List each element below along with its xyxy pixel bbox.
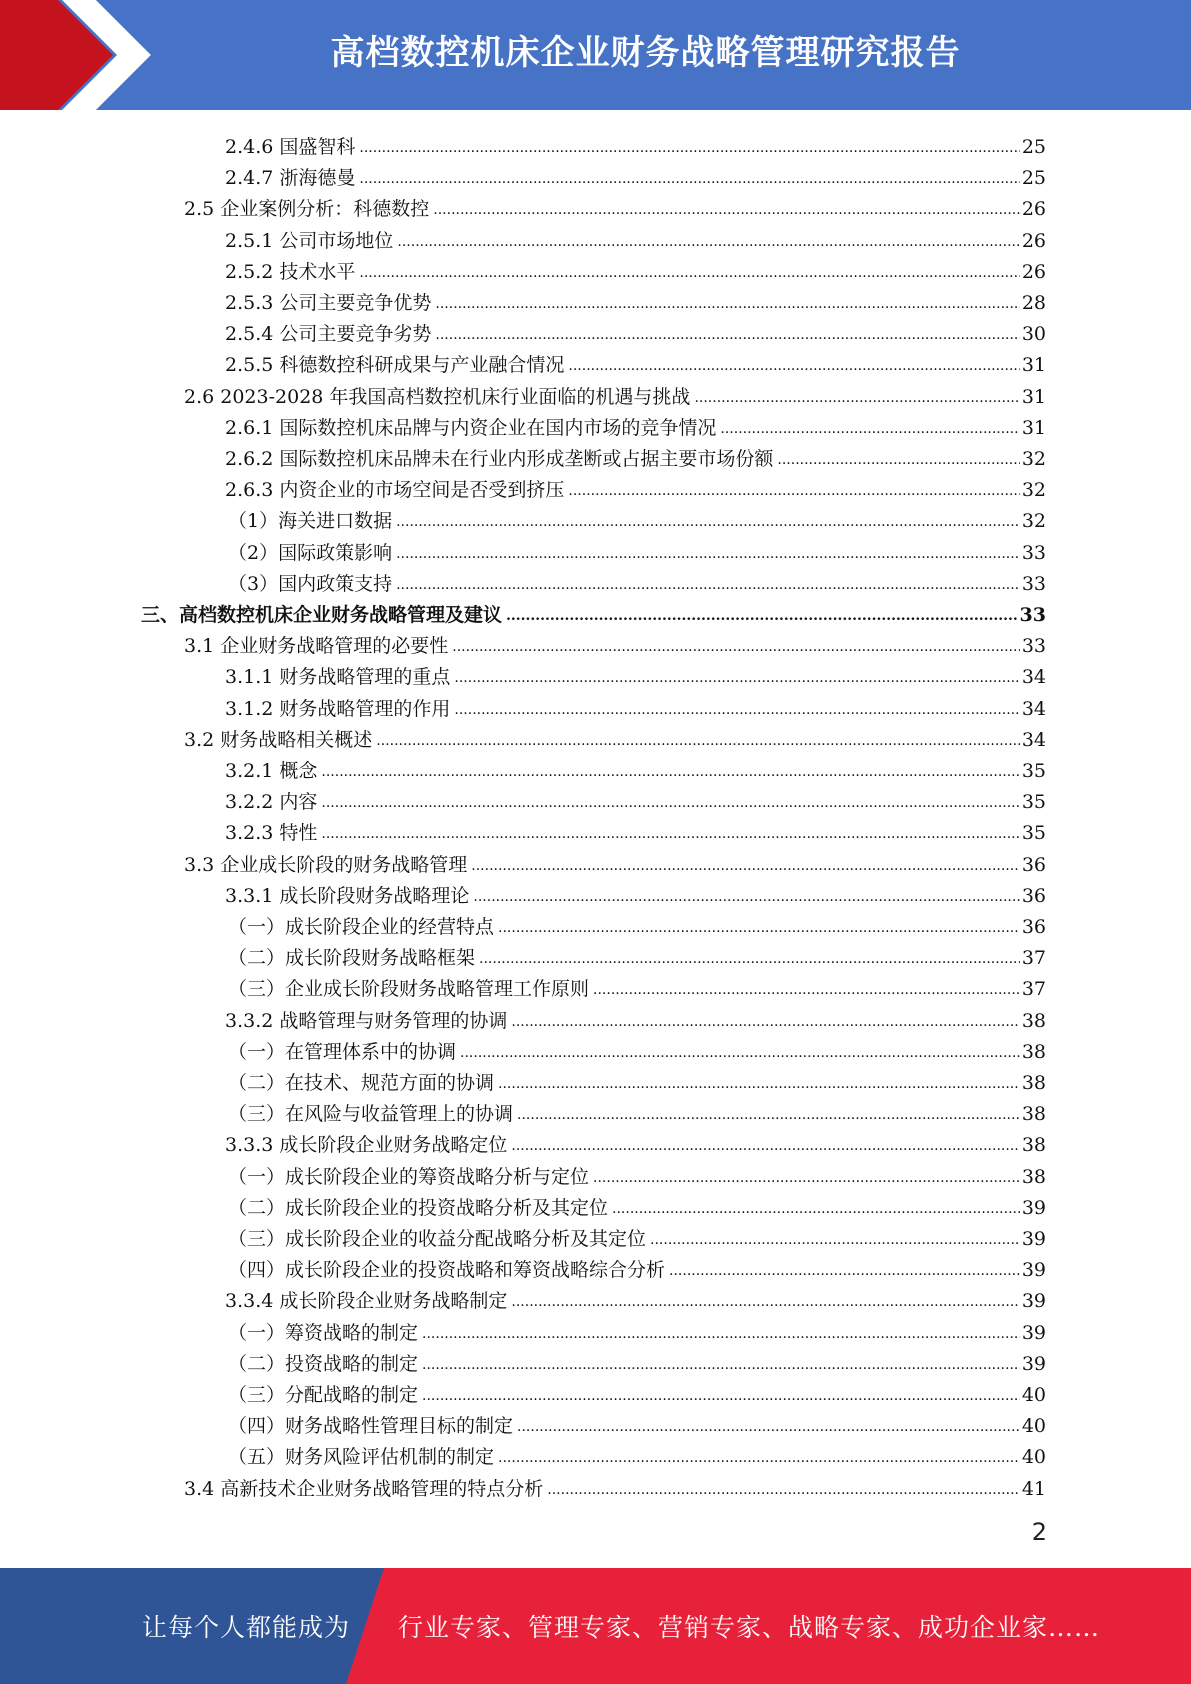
toc-dot-leader	[694, 389, 1019, 409]
toc-entry-title: （三）在风险与收益管理上的协调	[228, 1103, 514, 1126]
toc-entry-title: 3.1 企业财务战略管理的必要性	[184, 635, 449, 658]
toc-entry-title: （2）国际政策影响	[228, 541, 393, 564]
toc-entry-title: （四）财务战略性管理目标的制定	[228, 1415, 514, 1438]
toc-entry-title: （一）在管理体系中的协调	[228, 1040, 457, 1063]
toc-dot-leader	[511, 1137, 1019, 1157]
toc-entry-title: （四）成长阶段企业的投资战略和筹资战略综合分析	[228, 1259, 666, 1282]
toc-entry[interactable]	[225, 159, 1046, 190]
toc-entry[interactable]	[228, 970, 1046, 1001]
toc-entry[interactable]	[228, 1438, 1046, 1469]
toc-entry-page: 35	[1021, 791, 1046, 814]
toc-entry[interactable]	[225, 222, 1046, 253]
toc-entry-title: 2.5.4 公司主要竞争劣势	[225, 323, 432, 346]
toc-entry-title: 3.2 财务战略相关概述	[184, 728, 373, 751]
toc-entry[interactable]	[184, 190, 1046, 221]
toc-entry[interactable]	[225, 284, 1046, 315]
red-arrow-shape	[0, 0, 160, 110]
footer-slogan-right: 行业专家、管理专家、营销专家、战略专家、成功企业家……	[398, 1613, 1101, 1642]
toc-dot-leader	[321, 794, 1019, 814]
toc-entry-page: 36	[1021, 853, 1046, 876]
toc-entry-page: 32	[1021, 448, 1046, 470]
toc-entry-title: 3.2.3 特性	[225, 822, 318, 845]
toc-entry-page: 39	[1021, 1321, 1046, 1344]
toc-entry[interactable]	[225, 783, 1046, 814]
toc-dot-leader	[359, 170, 1019, 190]
toc-entry[interactable]	[228, 1314, 1046, 1345]
toc-entry-title: 3.3.4 成长阶段企业财务战略制定	[225, 1290, 508, 1313]
toc-entry[interactable]	[184, 378, 1046, 409]
toc-dot-leader	[422, 1387, 1020, 1407]
toc-entry-page: 39	[1021, 1352, 1046, 1375]
toc-entry[interactable]	[228, 939, 1046, 970]
toc-dot-leader	[321, 763, 1019, 783]
toc-entry[interactable]	[228, 908, 1046, 939]
toc-entry-page: 25	[1021, 167, 1046, 190]
toc-entry[interactable]	[225, 814, 1046, 845]
toc-entry-page: 33	[1021, 541, 1046, 564]
toc-entry[interactable]	[225, 752, 1046, 783]
toc-entry-page: 25	[1021, 136, 1046, 158]
toc-entry[interactable]	[225, 315, 1046, 346]
toc-entry-page: 38	[1021, 1103, 1046, 1126]
toc-dot-leader	[650, 1231, 1020, 1251]
toc-dot-leader	[511, 1293, 1019, 1313]
toc-dot-leader	[397, 233, 1019, 253]
toc-entry[interactable]	[228, 534, 1046, 565]
toc-entry-title: 3.3.3 成长阶段企业财务战略定位	[225, 1134, 508, 1157]
toc-entry-page: 40	[1021, 1384, 1046, 1406]
toc-entry-page: 36	[1021, 884, 1046, 907]
toc-entry-page: 31	[1021, 385, 1046, 408]
toc-dot-leader	[568, 482, 1019, 502]
toc-entry-title: （三）企业成长阶段财务战略管理工作原则	[228, 978, 590, 1001]
toc-entry-page: 34	[1021, 666, 1046, 689]
toc-entry-page: 41	[1021, 1477, 1046, 1500]
toc-entry-title: 2.5.2 技术水平	[225, 260, 356, 283]
toc-dot-leader	[396, 513, 1020, 533]
toc-entry-title: （五）财务风险评估机制的制定	[228, 1446, 495, 1469]
toc-dot-leader	[517, 1418, 1020, 1438]
toc-entry-page: 39	[1021, 1228, 1046, 1250]
toc-entry[interactable]	[184, 846, 1046, 877]
toc-entry[interactable]	[228, 1407, 1046, 1438]
toc-entry[interactable]	[225, 128, 1046, 159]
toc-entry-page: 38	[1021, 1040, 1046, 1063]
toc-entry[interactable]	[228, 1376, 1046, 1407]
toc-entry[interactable]	[184, 721, 1046, 752]
toc-entry-title: （一）成长阶段企业的筹资战略分析与定位	[228, 1165, 590, 1188]
toc-entry-page: 32	[1021, 479, 1046, 502]
toc-entry-title: （二）投资战略的制定	[228, 1352, 419, 1375]
toc-dot-leader	[321, 825, 1019, 845]
toc-entry-title: 3.3.1 成长阶段财务战略理论	[225, 884, 470, 907]
footer-slogan-left: 让每个人都能成为	[142, 1613, 351, 1642]
toc-entry-page: 26	[1021, 260, 1046, 283]
toc-entry-title: （三）分配战略的制定	[228, 1384, 419, 1406]
toc-entry[interactable]	[228, 1064, 1046, 1095]
toc-entry-title: 3.2.1 概念	[225, 760, 318, 782]
toc-entry[interactable]	[228, 1189, 1046, 1220]
toc-entry-page: 26	[1021, 229, 1046, 252]
toc-entry[interactable]	[184, 627, 1046, 658]
toc-entry-page: 35	[1021, 822, 1046, 845]
toc-entry-page: 32	[1021, 510, 1046, 533]
toc-dot-leader	[396, 576, 1020, 596]
toc-entry-page: 34	[1021, 697, 1046, 720]
toc-dot-leader	[568, 357, 1019, 377]
toc-entry[interactable]	[225, 409, 1046, 440]
toc-entry[interactable]	[141, 596, 1046, 627]
toc-entry-title: 2.5 企业案例分析：科德数控	[184, 198, 430, 221]
toc-entry[interactable]	[225, 658, 1046, 689]
toc-entry-page: 33	[1021, 635, 1046, 658]
toc-dot-leader	[547, 1481, 1020, 1501]
toc-dot-leader	[473, 888, 1019, 908]
toc-dot-leader	[593, 1169, 1020, 1189]
toc-dot-leader	[511, 1013, 1019, 1033]
toc-entry-title: 3.4 高新技术企业财务战略管理的特点分析	[184, 1477, 544, 1500]
toc-entry-title: （三）成长阶段企业的收益分配战略分析及其定位	[228, 1228, 647, 1250]
toc-dot-leader	[396, 545, 1020, 565]
toc-entry[interactable]	[228, 502, 1046, 533]
toc-entry[interactable]	[225, 1126, 1046, 1157]
toc-dot-leader	[669, 1262, 1020, 1282]
toc-entry-page: 30	[1021, 323, 1046, 346]
toc-entry-title: （3）国内政策支持	[228, 572, 393, 595]
toc-dot-leader	[498, 1449, 1020, 1469]
toc-entry-page: 33	[1021, 572, 1046, 595]
toc-entry-title: 2.5.3 公司主要竞争优势	[225, 292, 432, 314]
toc-entry[interactable]	[225, 471, 1046, 502]
toc-entry[interactable]	[228, 1220, 1046, 1251]
toc-entry[interactable]	[225, 440, 1046, 471]
toc-entry[interactable]	[225, 253, 1046, 284]
toc-entry-title: （1）海关进口数据	[228, 510, 393, 533]
toc-entry-page: 38	[1021, 1134, 1046, 1157]
toc-entry-page: 36	[1021, 916, 1046, 938]
toc-entry-page: 31	[1021, 354, 1046, 377]
toc-dot-leader	[498, 919, 1020, 939]
toc-dot-leader	[593, 981, 1020, 1001]
toc-dot-leader	[460, 1044, 1020, 1064]
toc-entry-title: 3.1.2 财务战略管理的作用	[225, 697, 451, 720]
toc-entry-page: 26	[1021, 198, 1046, 221]
toc-entry-title: 2.6.2 国际数控机床品牌未在行业内形成垄断或占据主要市场份额	[225, 448, 774, 470]
toc-entry[interactable]	[184, 1470, 1046, 1501]
toc-entry-title: （一）筹资战略的制定	[228, 1321, 419, 1344]
toc-entry[interactable]	[228, 1345, 1046, 1376]
toc-entry-page: 39	[1021, 1259, 1046, 1282]
toc-entry-title: 2.6.3 内资企业的市场空间是否受到挤压	[225, 479, 565, 502]
toc-entry[interactable]	[225, 690, 1046, 721]
toc-dot-leader	[359, 139, 1019, 159]
toc-entry[interactable]	[225, 1002, 1046, 1033]
toc-dot-leader	[720, 420, 1019, 440]
toc-entry[interactable]	[225, 346, 1046, 377]
toc-dot-leader	[433, 201, 1020, 221]
toc-entry-title: 2.5.1 公司市场地位	[225, 229, 394, 252]
toc-entry-page: 39	[1021, 1290, 1046, 1313]
toc-entry-title: 3.3.2 战略管理与财务管理的协调	[225, 1009, 508, 1032]
header-banner	[0, 0, 1191, 110]
toc-entry-title: 3.3 企业成长阶段的财务战略管理	[184, 853, 468, 876]
toc-entry[interactable]	[228, 1251, 1046, 1282]
toc-entry[interactable]	[228, 565, 1046, 596]
toc-dot-leader	[422, 1325, 1020, 1345]
toc-dot-leader	[612, 1200, 1020, 1220]
toc-entry[interactable]	[225, 877, 1046, 908]
toc-entry-title: 3.2.2 内容	[225, 791, 318, 814]
page-number: 2	[1031, 1518, 1047, 1546]
toc-entry-page: 39	[1021, 1196, 1046, 1219]
toc-dot-leader	[454, 669, 1019, 689]
toc-entry-title: 三、高档数控机床企业财务战略管理及建议	[141, 604, 503, 626]
footer-banner	[0, 1568, 1191, 1684]
toc-dot-leader	[376, 732, 1020, 752]
toc-dot-leader	[479, 950, 1020, 970]
toc-dot-leader	[435, 295, 1019, 315]
toc-entry-page: 28	[1021, 292, 1046, 314]
toc-dot-leader	[422, 1356, 1020, 1376]
toc-dot-leader	[435, 326, 1019, 346]
toc-dot-leader	[471, 857, 1020, 877]
toc-entry-title: （二）成长阶段财务战略框架	[228, 947, 476, 970]
toc-entry-page: 37	[1021, 947, 1046, 970]
toc-entry-page: 35	[1021, 760, 1046, 782]
toc-dot-leader	[517, 1106, 1020, 1126]
toc-dot-leader	[498, 1075, 1020, 1095]
toc-entry-page: 31	[1021, 416, 1046, 439]
toc-entry-page: 37	[1021, 978, 1046, 1001]
toc-entry-page: 34	[1021, 728, 1046, 751]
toc-entry[interactable]	[225, 1282, 1046, 1313]
toc-entry-page: 40	[1021, 1415, 1046, 1438]
toc-entry-page: 38	[1021, 1072, 1046, 1094]
toc-dot-leader	[359, 264, 1019, 284]
toc-entry-title: （二）成长阶段企业的投资战略分析及其定位	[228, 1196, 609, 1219]
toc-entry-title: 2.6.1 国际数控机床品牌与内资企业在国内市场的竞争情况	[225, 416, 717, 439]
toc-entry-page: 33	[1019, 604, 1046, 626]
toc-entry-title: 2.4.6 国盛智科	[225, 136, 356, 158]
toc-dot-leader	[506, 607, 1018, 627]
toc-dot-leader	[452, 638, 1020, 658]
toc-entry-title: 2.4.7 浙海德曼	[225, 167, 356, 190]
toc-entry[interactable]	[228, 1095, 1046, 1126]
toc-entry[interactable]	[228, 1158, 1046, 1189]
toc-entry-title: （二）在技术、规范方面的协调	[228, 1072, 495, 1094]
toc-entry-title: （一）成长阶段企业的经营特点	[228, 916, 495, 938]
toc-entry-page: 38	[1021, 1009, 1046, 1032]
toc-entry-page: 40	[1021, 1446, 1046, 1469]
report-title: 高档数控机床企业财务战略管理研究报告	[330, 33, 961, 73]
toc-entry-title: 2.5.5 科德数控科研成果与产业融合情况	[225, 354, 565, 377]
toc-dot-leader	[777, 451, 1019, 471]
toc-entry[interactable]	[228, 1033, 1046, 1064]
toc-entry-title: 3.1.1 财务战略管理的重点	[225, 666, 451, 689]
toc-dot-leader	[454, 701, 1019, 721]
toc-entry-page: 38	[1021, 1165, 1046, 1188]
toc-entry-title: 2.6 2023-2028 年我国高档数控机床行业面临的机遇与挑战	[184, 385, 691, 408]
